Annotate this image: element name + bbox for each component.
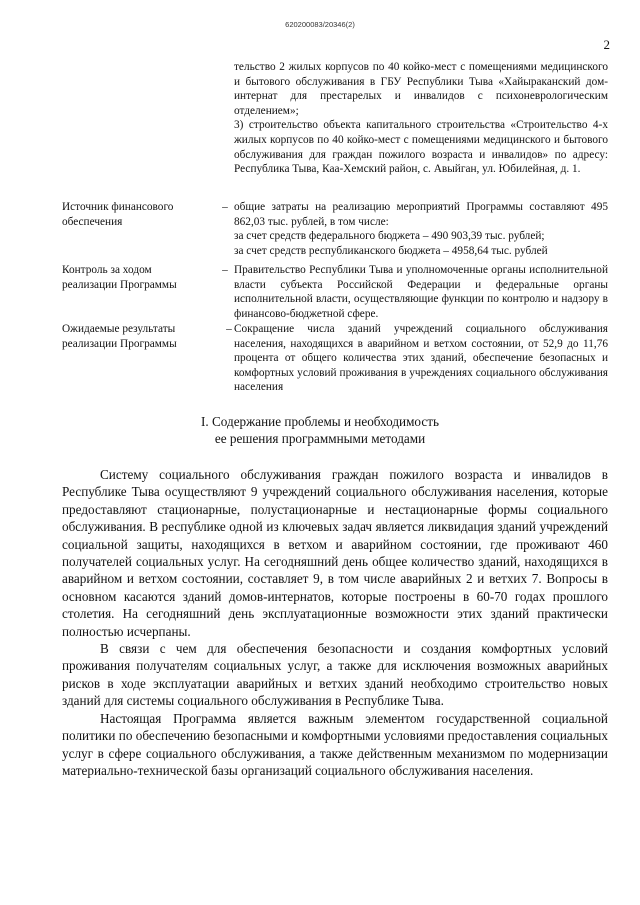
page-number: 2	[603, 37, 610, 52]
passport-value	[234, 322, 608, 395]
passport-value	[234, 200, 608, 258]
continuation-item: 3) строительство объекта капитального строительства «Строительство 4-х жилых корпусов по 40 койко-мест с помещениями медицинского и бытового обслуживания для граждан пожилого возраста и инвалидов» по адресу: Республика Тыва, Каа-Хемский район, с. Авыйган, ул. Юбилейная, д. 1.	[234, 119, 608, 176]
section-heading-line: ее решения программными методами	[214, 431, 426, 446]
paragraph: В связи с чем для обеспечения безопасности и создания комфортных условий проживания получателям социальных услуг, а также для исключения возможных аварийных рисков в ходе эксплуатации аварийных и ветхих зданий необходимо строительство новых зданий для системы социального обслуживания в Республике Тыва.	[62, 641, 608, 709]
passport-label: Источник финансового обеспечения	[62, 201, 174, 228]
funding-republic: за счет средств республиканского бюджета – 4958,64 тыс. рублей	[234, 244, 548, 257]
passport-value	[234, 263, 608, 321]
passport-continuation	[234, 60, 608, 177]
passport-label: Ожидаемые результаты реализации Программы	[62, 323, 177, 350]
funding-total: общие затраты на реализацию мероприятий Программы составляют 495 862,03 тыс. рублей, в том числе:	[234, 201, 608, 228]
body-text	[62, 466, 608, 779]
paragraph: Систему социального обслуживания граждан пожилого возраста и инвалидов в Республике Тыва осуществляют 9 учреждений социального обслуживания населения, которые предоставляют стационарные, полустационарные и нестационарные формы социального обслуживания. В республике одной из ключевых задач является ликвидация зданий учреждений социальной защиты, находящихся в ветхом и аварийном состоянии, где проживают 460 получателей социальных услуг. На сегодняшний день общее количество зданий, находящихся в аварийном и ветхом состоянии, составляет 9, в том числе аварийных 2 и ветхих 7. Вопросы в основном касаются зданий домов-интернатов, которые построены в 60-70 годах прошлого столетия. На сегодняшний день эксплуатационные возможности этих зданий практически полностью исчерпаны.	[62, 467, 608, 639]
document-id: 620200083/20346(2)	[285, 20, 355, 29]
passport-dash: –	[222, 264, 228, 276]
paragraph: Настоящая Программа является важным элементом государственной социальной политики по обеспечению безопасными и комфортными условиями предоставления социальных услуг в сфере социального обслуживания, а также действенным механизмом по модернизации материально-технической базы организаций социального обслуживания населения.	[62, 710, 608, 778]
passport-dash: –	[226, 323, 232, 335]
funding-federal: за счет средств федерального бюджета – 490 903,39 тыс. рублей;	[234, 230, 545, 243]
section-heading	[0, 413, 640, 447]
continuation-item: тельство 2 жилых корпусов по 40 койко-мест с помещениями медицинского и бытового обслуживания в ГБУ Республики Тыва «Хайыраканский дом-интернат для престарелых и инвалидов с психоневрологическим отделением»;	[234, 61, 608, 117]
section-heading-line: I. Содержание проблемы и необходимость	[201, 414, 439, 429]
control-text: Правительство Республики Тыва и уполномоченные органы исполнительной власти субъекта Российской Федерации и федеральные органы исполнительной власти, осуществляющие функции по контролю и надзору в финансово-бюджетной сфере.	[234, 264, 608, 320]
passport-label: Контроль за ходом реализации Программы	[62, 264, 177, 291]
passport-dash: –	[222, 201, 228, 213]
results-text: Сокращение числа зданий учреждений социального обслуживания населения, находящихся в аварийном и ветхом состоянии, от 52,9 до 11,76 процента от общего количества этих зданий, обеспечение безопасных и комфортных условий проживания в учреждениях социального обслуживания населения	[234, 323, 608, 394]
